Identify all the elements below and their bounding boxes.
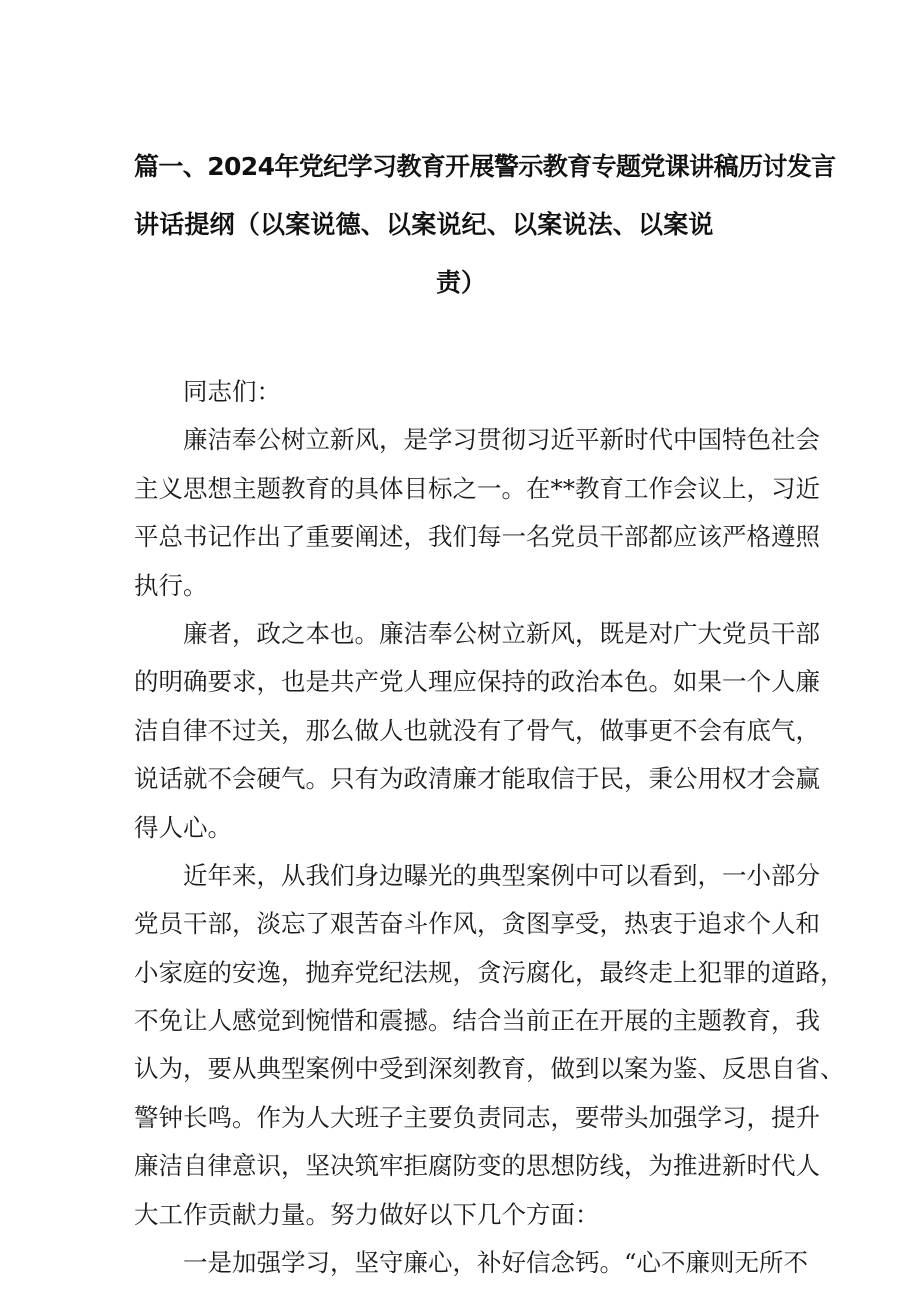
title-line: 讲话提纲（以案说德、以案说纪、以案说法、以案说 (134, 210, 714, 239)
paragraph-line: 一是加强学习，坚守廉心，补好信念钙。“心不廉则无所不 (183, 1248, 809, 1278)
paragraph-line: 平总书记作出了重要阐述，我们每一名党员干部都应该严格遵照 (134, 522, 820, 552)
title-line: 篇一、2024年党纪学习教育开展警示教育专题党课讲稿历讨发言 (134, 152, 836, 181)
document-body (134, 368, 845, 1287)
paragraph-line: 小家庭的安逸，抛弃党纪法规，贪污腐化，最终走上犯罪的道路， (134, 957, 845, 987)
paragraph-line: 说话就不会硬气。只有为政清廉才能取信于民，秉公用权才会赢 (134, 764, 820, 794)
paragraph-line: 的明确要求，也是共产党人理应保持的政治本色。如果一个人廉 (134, 667, 820, 697)
paragraph-line: 警钟长鸣。作为人大班子主要负责同志，要带头加强学习，提升 (134, 1102, 820, 1132)
title-line: 责） (436, 268, 487, 297)
paragraph-line: 近年来，从我们身边曝光的典型案例中可以看到，一小部分 (183, 860, 820, 890)
paragraph-line: 得人心。 (134, 812, 232, 842)
paragraph-line: 廉洁自律意识，坚决筑牢拒腐防变的思想防线，为推进新时代人 (134, 1151, 820, 1181)
greeting: 同志们： (183, 377, 281, 406)
paragraph-line: 不免让人感觉到惋惜和震撼。结合当前正在开展的主题教育，我 (134, 1006, 820, 1036)
paragraph-line: 廉洁奉公树立新风，是学习贯彻习近平新时代中国特色社会 (183, 425, 820, 455)
paragraph-line: 主义思想主题教育的具体目标之一。在**教育工作会议上，习近 (134, 473, 820, 503)
paragraph-line: 执行。 (134, 570, 208, 600)
paragraph-line: 认为，要从典型案例中受到深刻教育，做到以案为鉴、反思自省、 (134, 1054, 845, 1084)
paragraph-line: 党员干部，淡忘了艰苦奋斗作风，贪图享受，热衷于追求个人和 (134, 909, 820, 939)
paragraph-line: 廉者，政之本也。廉洁奉公树立新风，既是对广大党员干部 (183, 618, 820, 648)
paragraph-line: 大工作贡献力量。努力做好以下几个方面： (134, 1199, 600, 1229)
paragraph-line: 洁自律不过关，那么做人也就没有了骨气，做事更不会有底气， (134, 715, 820, 745)
